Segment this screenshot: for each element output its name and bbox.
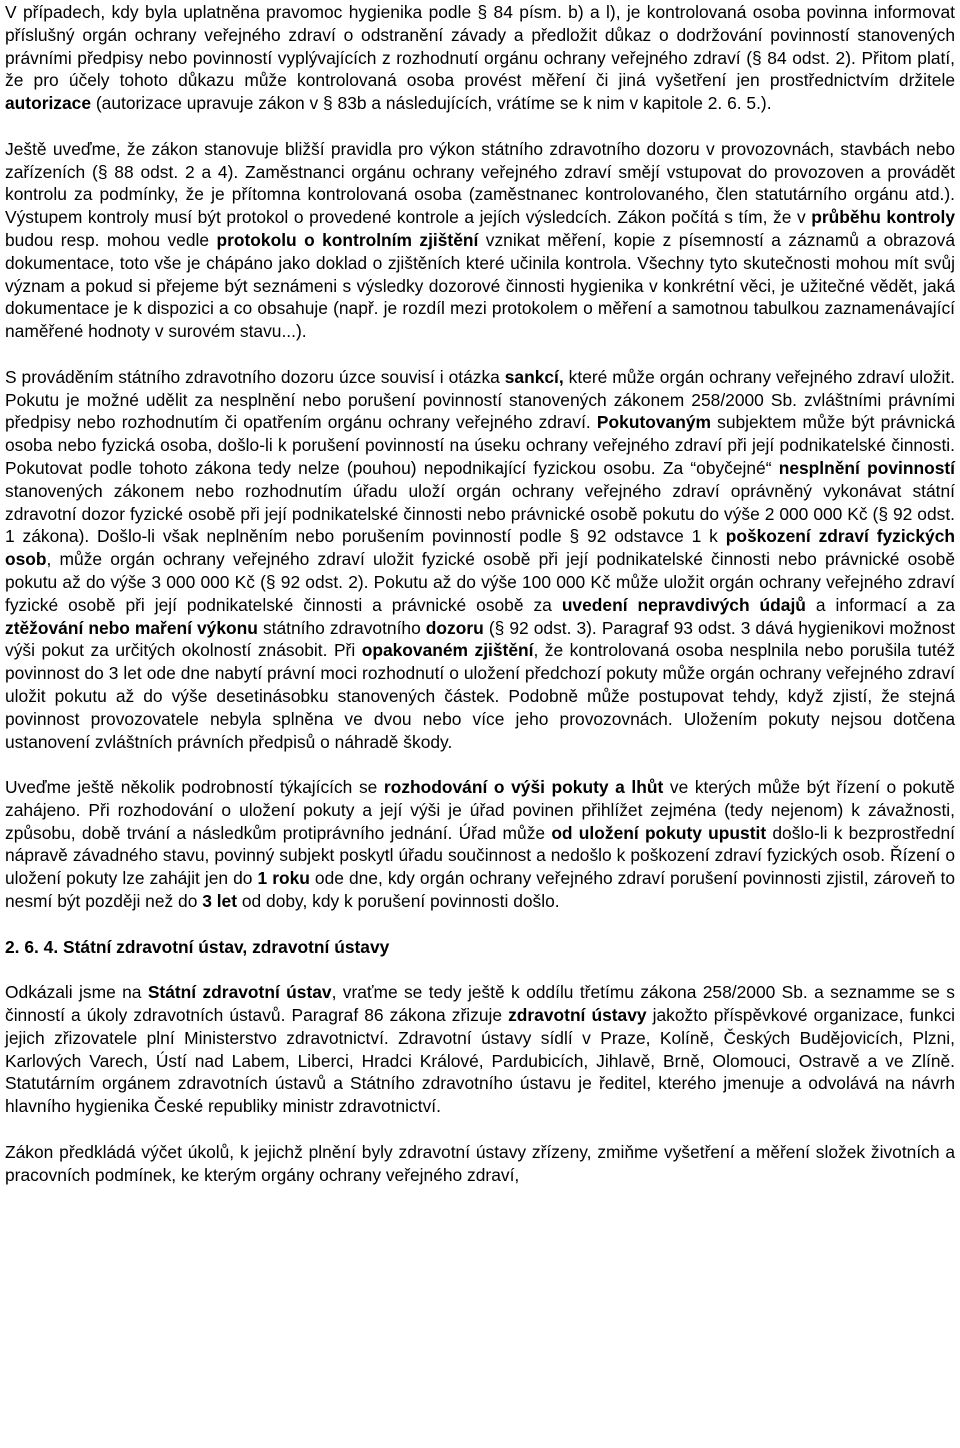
text-run: došlo-li k bezprostřední nápravě závadného stavu, povinný subjekt poskytl úřadu součinnost a nedošlo k poškození zdraví fyzických osob. Řízení o uložení pokuty lze zahájit jen do (5, 822, 955, 889)
text-run: vznikat měření, kopie z písemností a záznamů a obrazová dokumentace, toto vše je chápáno jako doklad o zjištěních které učinila kontrola. Všechny tyto skutečnosti mohou mít svůj význam a pokud si přejeme být seznámeni s výsledky dozorové činnosti hygienika v konkrétní věci, je užitečné vědět, jaká dokumentace je k dispozici a co obsahuje (např. je rozdíl mezi protokolem o měření a samotnou tabulkou zaznamenávající naměřené hodnoty v surovém stavu...). (5, 229, 955, 342)
text-run: , může orgán ochrany veřejného zdraví uložit fyzické osobě při její podnikatelské činnosti nebo právnické osobě pokutu až do výše 3 000 000 Kč (§ 92 odst. 2). Pokutu až do výše 100 000 Kč může uložit orgán ochrany veřejného zdraví fyzické osobě při její podnikatelské činnosti a právnické osobě za (5, 549, 955, 615)
paragraph (5, 1141, 955, 1187)
text-run: stanovených zákonem nebo rozhodnutím úřadu uloží orgán ochrany veřejného zdraví oprávněný vykonávat státní zdravotní dozor fyzické osobě při její podnikatelské činnosti nebo právnické osobě pokutu do výše 2 000 000 Kč (§ 92 odst. 1 zákona). Došlo-li však neplněním nebo porušením povinností podle § 92 odstavce 1 k (5, 480, 955, 547)
text-run: jakožto příspěvkové organizace, funkci jejich zřizovatele plní Ministerstvo zdravotnictví. Zdravotní ústavy sídlí v Praze, Kolíně, Českých Budějovicích, Plzni, Karlových Varech, Ústí nad Labem, Liberci, Hradci Králové, Pardubicích, Jihlavě, Brně, Olomouci, Ostravě a ve Zlíně. Statutárním orgánem zdravotních ústavů a Státního zdravotního ústavu je ředitel, kterého jmenuje a odvolává na návrh hlavního hygienika České republiky ministr zdravotnictví. (5, 1005, 956, 1117)
text-run: které může orgán ochrany veřejného zdraví uložit. Pokutu je možné udělit za nesplnění nebo porušení povinností stanovených zákonem 258/2000 Sb. zvláštními právními předpisy nebo rozhodnutím či opatřením orgánu ochrany veřejného zdraví. (5, 366, 955, 433)
bold-text: nesplnění povinností (778, 457, 955, 478)
bold-text: poškození zdraví fyzických osob (5, 526, 955, 570)
bold-text: od uložení pokuty upustit (551, 822, 767, 843)
text-run: S prováděním státního zdravotního dozoru úzce souvisí i otázka (5, 366, 505, 387)
bold-text: dozoru (425, 617, 484, 638)
text-run: od doby, kdy k porušení povinnosti došlo. (237, 891, 560, 912)
text-run: subjektem může být právnická osoba nebo fyzická osoba, došlo-li k porušení povinností na úseku ochrany veřejného zdraví při její podnikatelské činnosti. Pokutovat podle tohoto zákona tedy nelze (pouhou) nepodnikající fyzickou osobu. Za “obyčejné“ (5, 412, 955, 478)
text-run: státního zdravotního (257, 617, 426, 638)
bold-text: protokolu o kontrolním zjištění (216, 229, 479, 250)
bold-text: Pokutovaným (596, 412, 711, 433)
text-run: , že kontrolovaná osoba nesplnila nebo porušila tutéž povinnost do 3 let ode dne nabytí právní moci rozhodnutí o uložení předchozí pokuty může orgán ochrany veřejného zdraví uložit pokutu až do výše desetinásobku stanovených částek. Podobně může postupovat tehdy, když zjistí, že stejná povinnost provozovatele nebyla splněna ve dvou nebo více jeho provozovnách. Uložením pokuty nejsou dotčena ustanovení zvláštních právních předpisů o náhradě škody. (5, 640, 956, 752)
bold-text: sankcí, (504, 366, 564, 387)
paragraph (5, 1, 955, 115)
text-run: V případech, kdy byla uplatněna pravomoc hygienika podle § 84 písm. b) a l), je kontrolovaná osoba povinna informovat příslušný orgán ochrany veřejného zdraví o odstranění závady a předložit důkaz o dodržování povinností stanovených právními předpisy nebo povinností vyplývajících z rozhodnutí orgánu ochrany veřejného zdraví (§ 84 odst. 2). Přitom platí, že pro účely tohoto důkazu může kontrolovaná osoba provést měření či jiná vyšetření jen prostřednictvím držitele (5, 2, 955, 91)
text-run: Ještě uveďme, že zákon stanovuje bližší pravidla pro výkon státního zdravotního dozoru v provozovnách, stavbách nebo zařízeních (§ 88 odst. 2 a 4). Zaměstnanci orgánu ochrany veřejného zdraví smějí vstupovat do provozoven a provádět kontrolu za podmínky, že je přítomna kontrolovaná osoba (zaměstnanec kontrolovaného, člen statutárního orgánu atd.). Výstupem kontroly musí být protokol o provedené kontrole a jejích výsledcích. Zákon počítá s tím, že v (5, 138, 955, 228)
paragraph (5, 366, 955, 754)
paragraphs-after (5, 981, 955, 1186)
bold-text: Státní zdravotní ústav (147, 982, 332, 1003)
text-run: Odkázali jsme na (5, 982, 148, 1003)
bold-text: opakovaném zjištění (361, 640, 534, 661)
text-run: a informací a za (805, 594, 955, 615)
text-run: Zákon předkládá výčet úkolů, k jejichž plnění byly zdravotní ústavy zřízeny, zmiňme vyšetření a měření složek životních a pracovních podmínek, ke kterým orgány ochrany veřejného zdraví, (5, 1141, 955, 1185)
section-heading: 2. 6. 4. Státní zdravotní ústav, zdravotní ústavy (5, 936, 390, 957)
bold-text: rozhodování o výši pokuty a lhůt (383, 777, 664, 798)
text-run: budou resp. mohou vedle (5, 229, 217, 250)
text-run: ve kterých může být řízení o pokutě zahájeno. Při rozhodování o uložení pokuty a její výši je úřad povinen přihlížet zejména (tedy nejenom) k závažnosti, způsobu, době trvání a následkům protiprávního jednání. Úřad může (5, 777, 955, 843)
bold-text: uvedení nepravdivých údajů (561, 594, 806, 615)
paragraphs-before (5, 1, 955, 913)
bold-text: 1 roku (257, 868, 310, 889)
text-run: , vraťme se tedy ještě k oddílu třetímu zákona 258/2000 Sb. a seznamme se s činností a úkoly zdravotních ústavů. Paragraf 86 zákona zřizuje (5, 982, 955, 1026)
bold-text: autorizace (5, 93, 92, 114)
bold-text: průběhu kontroly (811, 207, 956, 228)
bold-text: zdravotní ústavy (508, 1005, 647, 1026)
paragraph (5, 776, 955, 913)
bold-text: 3 let (202, 891, 238, 912)
paragraph (5, 981, 955, 1118)
text-run: (§ 92 odst. 3). Paragraf 93 odst. 3 dává hygienikovi možnost výši pokut za určitých okolností znásobit. Při (5, 617, 956, 661)
text-run: (autorizace upravuje zákon v § 83b a následujících, vrátíme se k nim v kapitole 2. 6. 5.). (91, 93, 772, 114)
bold-text: ztěžování nebo maření výkonu (5, 617, 258, 638)
paragraph (5, 138, 955, 343)
text-run: Uveďme ještě několik podrobností týkajících se (5, 777, 384, 798)
text-run: ode dne, kdy orgán ochrany veřejného zdraví porušení povinnosti zjistil, zároveň to nesmí být později než do (5, 868, 956, 912)
